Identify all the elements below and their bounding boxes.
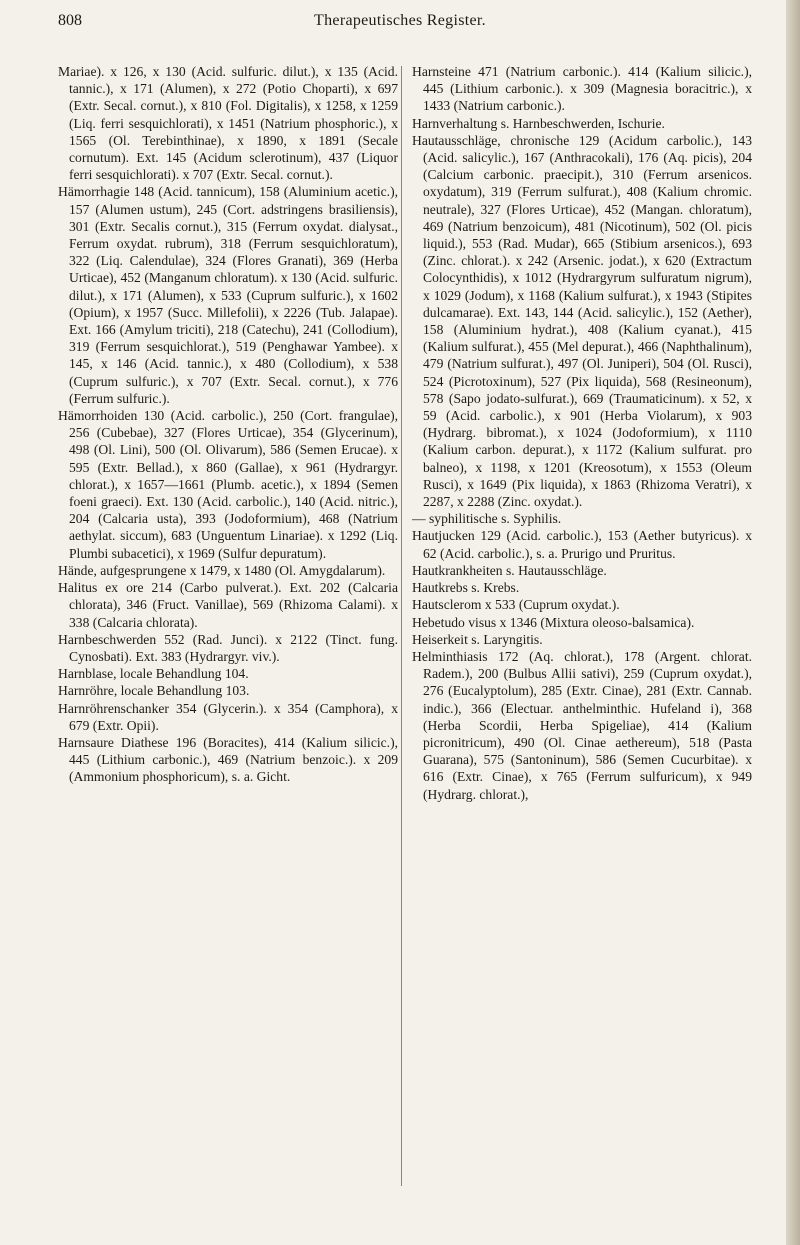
index-entry: Hautsclerom x 533 (Cuprum oxydat.). bbox=[412, 597, 620, 613]
index-entry: Harnsteine 471 (Natrium carbonic.). 414 (Kalium silicic.), 445 (Lithium carbonic.). x 309 (Magnesia boracitric.), x 1433 (Natrium carbonic.). bbox=[412, 64, 752, 114]
index-entry: Halitus ex ore 214 (Carbo pulverat.). Ext. 202 (Calcaria chlorata), 346 (Fruct. Vanillae), 569 (Rhizoma Calami). x 338 (Calcaria chlorata). bbox=[58, 580, 398, 630]
running-title: Therapeutisches Register. bbox=[314, 12, 486, 29]
index-entry: Hämorrhagie 148 (Acid. tannicum), 158 (Aluminium acetic.), 157 (Alumen ustum), 245 (Cort. adstringens brasiliensis), 301 (Extr. Secalis cornut.), 315 (Ferrum oxydat. dialysat., Ferrum oxydat. rubrum), 318 (Ferrum sesquichloratum), 322 (Liq. Calendulae), 324 (Flores Granati), 369 (Herba Urticae), 452 (Manganum chloratum). x 130 (Acid. sulfuric. dilut.), x 171 (Alumen), x 533 (Cuprum sulfuric.), x 1602 (Opium), x 1957 (Succ. Millefolii), x 2226 (Tub. Jalapae). Ext. 166 (Amylum triciti), 218 (Catechu), 241 (Collodium), 319 (Ferrum sesquichlorat.), 519 (Penghawar Yambee). x 145, x 146 (Acid. tannic.), x 480 (Collodium), x 538 (Cuprum sulfuric.), x 707 (Extr. Secal. cornut.), x 776 (Ferrum sulfuric.). bbox=[58, 184, 398, 406]
index-entry: Hände, aufgesprungene x 1479, x 1480 (Ol. Amygdalarum). bbox=[58, 562, 386, 578]
index-entry: Helminthiasis 172 (Aq. chlorat.), 178 (Argent. chlorat. Radem.), 200 (Bulbus Allii sativi), 259 (Cuprum oxydat.), 276 (Eucalyptolum), 285 (Extr. Cinae), 281 (Extr. Cannab. indic.), 366 (Electuar. anthelminthic. Hufeland i), 368 (Herba Scordii, Herba Spigeliae), 414 (Kalium picronitricum), 490 (Ol. Cinae aethereum), 518 (Pasta Guarana), 575 (Santoninum), 586 (Semen Cucurbitae). x 616 (Extr. Cinae), x 765 (Ferrum sulfuricum), x 949 (Hydrarg. chlorat.), bbox=[412, 648, 752, 802]
index-entry: Hautkrebs s. Krebs. bbox=[412, 580, 520, 596]
index-entry: Harnblase, locale Behandlung 104. bbox=[58, 666, 249, 682]
page-header bbox=[0, 12, 800, 36]
page-number: 808 bbox=[58, 12, 82, 29]
index-entry: Harnverhaltung s. Harnbeschwerden, Ischurie. bbox=[412, 115, 665, 131]
index-entry: Mariae). x 126, x 130 (Acid. sulfuric. dilut.), x 135 (Acid. tannic.), x 171 (Alumen), x 272 (Potio Choparti), x 697 (Extr. Secal. cornut.), x 810 (Fol. Digitalis), x 1258, x 1259 (Liq. ferri sesquichlorati), x 1451 (Natrium phosphoric.), x 1565 (Ol. Terebinthinae), x 1890, x 1891 (Secale cornutum). Ext. 145 (Acidum sclerotinum), 437 (Liquor ferri sesquichlorati). x 707 (Extr. Secal. cornut.). bbox=[58, 64, 398, 183]
index-entry: Harnröhre, locale Behandlung 103. bbox=[58, 683, 250, 699]
index-entry: Hautjucken 129 (Acid. carbolic.), 153 (Aether butyricus). x 62 (Acid. carbolic.), s. a. Prurigo und Pruritus. bbox=[412, 528, 752, 561]
column-divider bbox=[401, 66, 402, 1186]
index-entry: Heiserkeit s. Laryngitis. bbox=[412, 631, 543, 647]
left-column bbox=[58, 63, 398, 786]
index-entry: Hämorrhoiden 130 (Acid. carbolic.), 250 (Cort. frangulae), 256 (Cubebae), 327 (Flores Urticae), 354 (Glycerinum), 498 (Ol. Lini), 500 (Ol. Olivarum), 586 (Semen Erucae). x 595 (Extr. Bellad.), x 860 (Gallae), x 961 (Hydrargyr. chlorat.), x 1657—1661 (Plumb. acetic.), x 1894 (Semen foeni graeci). Ext. 130 (Acid. carbolic.), 140 (Acid. nitric.), 204 (Calcaria usta), 393 (Jodoformium), 468 (Natrium aethylat. siccum), 683 (Unguentum Linariae). x 1292 (Liq. Plumbi subacetici), x 1969 (Sulfur depuratum). bbox=[58, 408, 398, 561]
index-entry: Hebetudo visus x 1346 (Mixtura oleoso-balsamica). bbox=[412, 614, 695, 630]
index-entry: — syphilitische s. Syphilis. bbox=[412, 511, 562, 527]
index-entry: Hautkrankheiten s. Hautausschläge. bbox=[412, 562, 607, 578]
right-column bbox=[412, 63, 752, 803]
index-entry: Harnsaure Diathese 196 (Boracites), 414 (Kalium silicic.), 445 (Lithium carbonic.), 469 (Natrium benzoic.). x 209 (Ammonium phosphoricum), s. a. Gicht. bbox=[58, 734, 398, 785]
index-entry: Harnbeschwerden 552 (Rad. Junci). x 2122 (Tinct. fung. Cynosbati). Ext. 383 (Hydrargyr. viv.). bbox=[58, 631, 398, 664]
page-edge bbox=[786, 0, 800, 1245]
index-entry: Harnröhrenschanker 354 (Glycerin.). x 354 (Camphora), x 679 (Extr. Opii). bbox=[58, 700, 398, 733]
index-entry: Hautausschläge, chronische 129 (Acidum carbolic.), 143 (Acid. salicylic.), 167 (Anthracokali), 176 (Aq. picis), 204 (Calcium carbonic. praecipit.), 310 (Ferrum arsenicos. oxydatum), 319 (Ferrum sulfurat.), 408 (Kalium chromic. neutrale), 327 (Flores Urticae), 452 (Mangan. chloratum), 469 (Natrium benzoicum), 481 (Nicotinum), 502 (Ol. picis liquid.), 553 (Rad. Mudar), 665 (Stibium arsenicos.), 693 (Zinc. chlorat.). x 242 (Arsenic. jodat.), x 620 (Extractum Colocynthidis), x 1012 (Hydrargyrum sulfuratum nigrum), x 1029 (Jodum), x 1168 (Kalium sulfurat.), x 1943 (Stipites dulcamarae). Ext. 143, 144 (Acid. salicylic.), 152 (Aether), 158 (Aluminium hydrat.), 408 (Kalium cyanat.), 415 (Kalium sulfurat.), 455 (Mel depurat.), 466 (Naphthalinum), 479 (Natrium sulfurat.), 497 (Ol. Juniperi), 504 (Ol. Rusci), 524 (Picrotoxinum), 527 (Pix liquida), 568 (Resineonum), 578 (Sapo jodato-sulfurat.), 669 (Traumaticinum). x 52, x 59 (Acid. carbolic.), x 901 (Herba Violarum), x 903 (Hydrarg. bibromat.), x 1024 (Jodoformium), x 1110 (Kalium carbon. depurat.), x 1172 (Kalium sulfurat. pro balneo), x 1198, x 1201 (Kreosotum), x 1553 (Oleum Rusci), x 1649 (Pix liquida), x 1863 (Rhizoma Veratri), x 2287, x 2288 (Zinc. oxydat.). bbox=[412, 132, 752, 510]
